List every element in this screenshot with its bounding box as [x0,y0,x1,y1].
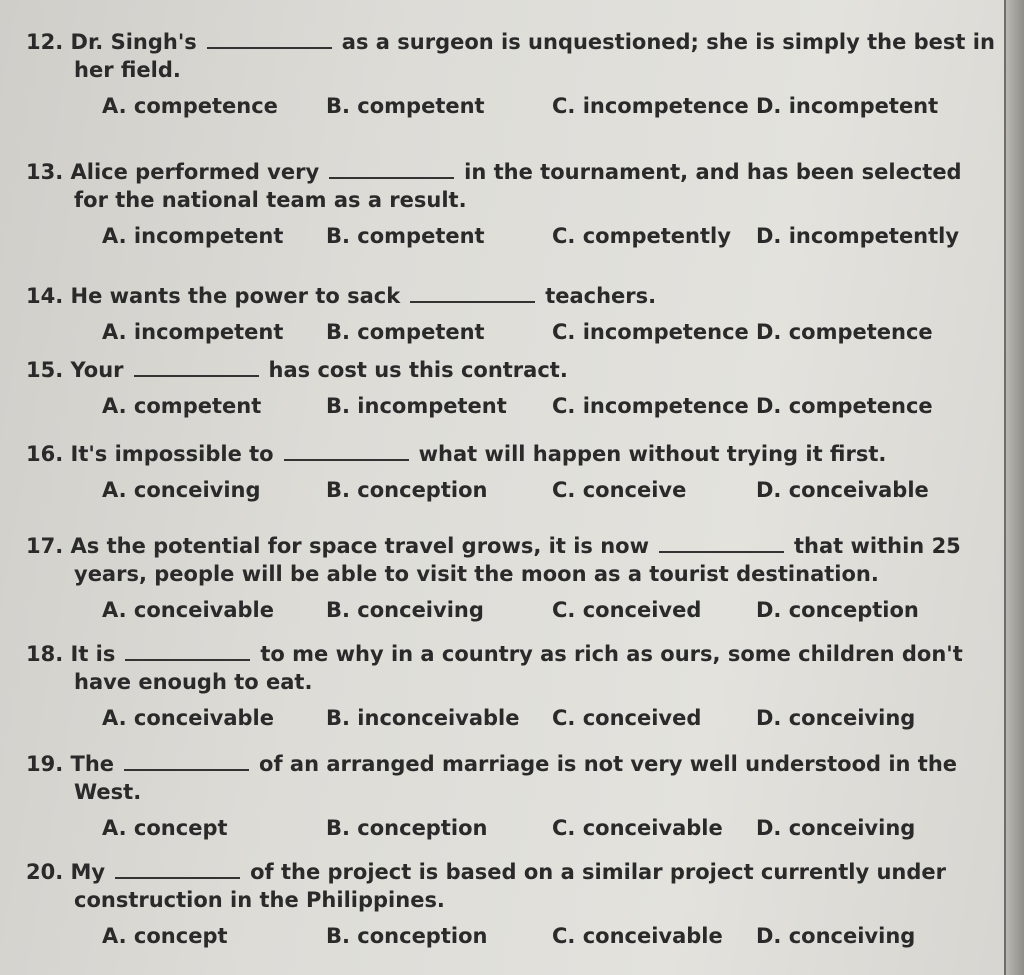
question-number: 12. [26,30,64,54]
stem-text-after: of an arranged marriage is not very well understood in the [259,752,958,776]
option-d: D. incompetently [756,224,960,248]
stem-text-after: teachers. [545,284,657,308]
answer-blank [410,283,535,303]
question-stem [26,282,972,310]
options-row [26,394,972,424]
option-c: C. incompetence [552,394,749,418]
answer-blank [124,751,249,771]
option-c: C. incompetence [552,320,749,344]
stem-text-before: Alice performed very [70,160,320,184]
answer-blank [125,641,250,661]
option-b: B. conception [326,924,488,948]
option-d: D. conceiving [756,816,916,840]
question-19 [26,750,972,846]
question-14 [26,282,972,350]
question-number: 16. [26,442,64,466]
question-12 [26,28,995,124]
question-stem [26,356,972,384]
option-d: D. conceivable [756,478,929,502]
stem-text-after: as a surgeon is unquestioned; she is simply the best in [341,30,995,54]
option-c: C. conceivable [552,924,723,948]
option-a: A. concept [102,816,228,840]
option-c: C. conceive [552,478,687,502]
options-row [26,706,972,736]
option-a: A. competence [102,94,278,118]
stem-text-before: The [70,752,115,776]
option-a: A. concept [102,924,228,948]
stem-text-before: Your [70,358,124,382]
question-stem [26,440,972,468]
option-c: C. incompetence [552,94,749,118]
options-row [26,924,972,954]
question-18 [26,640,972,736]
stem-continuation: years, people will be able to visit the moon as a tourist destination. [74,562,879,586]
option-a: A. conceivable [102,598,274,622]
question-stem [26,28,995,56]
question-stem [26,158,972,186]
stem-continuation: her field. [74,58,181,82]
option-a: A. conceiving [102,478,261,502]
option-b: B. competent [326,224,485,248]
question-20 [26,858,972,954]
question-number: 18. [26,642,64,666]
stem-continuation: construction in the Philippines. [74,888,445,912]
option-d: D. incompetent [756,94,939,118]
option-b: B. conception [326,478,488,502]
options-row [26,320,972,350]
stem-text-before: As the potential for space travel grows, it is now [70,534,650,558]
question-stem [26,532,972,560]
question-stem [26,640,972,668]
option-d: D. conception [756,598,919,622]
question-13 [26,158,972,254]
answer-blank [134,357,259,377]
option-b: B. conceiving [326,598,484,622]
question-15 [26,356,972,424]
option-d: D. competence [756,394,933,418]
stem-continuation: for the national team as a result. [74,188,467,212]
option-a: A. conceivable [102,706,274,730]
question-number: 20. [26,860,64,884]
options-row [26,816,972,846]
question-number: 14. [26,284,64,308]
answer-blank [115,859,240,879]
stem-continuation: West. [74,780,142,804]
stem-text-after: that within 25 [794,534,961,558]
option-b: B. inconceivable [326,706,520,730]
option-b: B. conception [326,816,488,840]
stem-text-before: Dr. Singh's [70,30,197,54]
question-17 [26,532,972,628]
stem-text-before: My [70,860,106,884]
options-row [26,224,972,254]
answer-blank [207,29,332,49]
question-16 [26,440,972,508]
question-stem [26,858,972,886]
option-a: A. incompetent [102,224,284,248]
question-number: 19. [26,752,64,776]
option-b: B. competent [326,320,485,344]
option-a: A. competent [102,394,262,418]
option-d: D. competence [756,320,933,344]
options-row [26,598,972,628]
option-b: B. incompetent [326,394,507,418]
answer-blank [284,441,409,461]
question-number: 13. [26,160,64,184]
option-d: D. conceiving [756,706,916,730]
stem-text-after: has cost us this contract. [268,358,568,382]
stem-text-after: in the tournament, and has been selected [464,160,962,184]
options-row [26,94,972,124]
option-d: D. conceiving [756,924,916,948]
option-c: C. conceived [552,598,702,622]
stem-text-before: It is [70,642,116,666]
question-number: 15. [26,358,64,382]
stem-text-after: of the project is based on a similar project currently under [250,860,946,884]
options-row [26,478,972,508]
page-edge-shadow [1004,0,1024,975]
question-number: 17. [26,534,64,558]
answer-blank [659,533,784,553]
option-c: C. conceivable [552,816,723,840]
question-stem [26,750,972,778]
option-c: C. competently [552,224,731,248]
answer-blank [329,159,454,179]
stem-text-before: He wants the power to sack [70,284,401,308]
option-a: A. incompetent [102,320,284,344]
option-c: C. conceived [552,706,702,730]
stem-text-after: to me why in a country as rich as ours, some children don't [260,642,963,666]
stem-text-after: what will happen without trying it first. [418,442,887,466]
option-b: B. competent [326,94,485,118]
stem-text-before: It's impossible to [70,442,274,466]
stem-continuation: have enough to eat. [74,670,313,694]
